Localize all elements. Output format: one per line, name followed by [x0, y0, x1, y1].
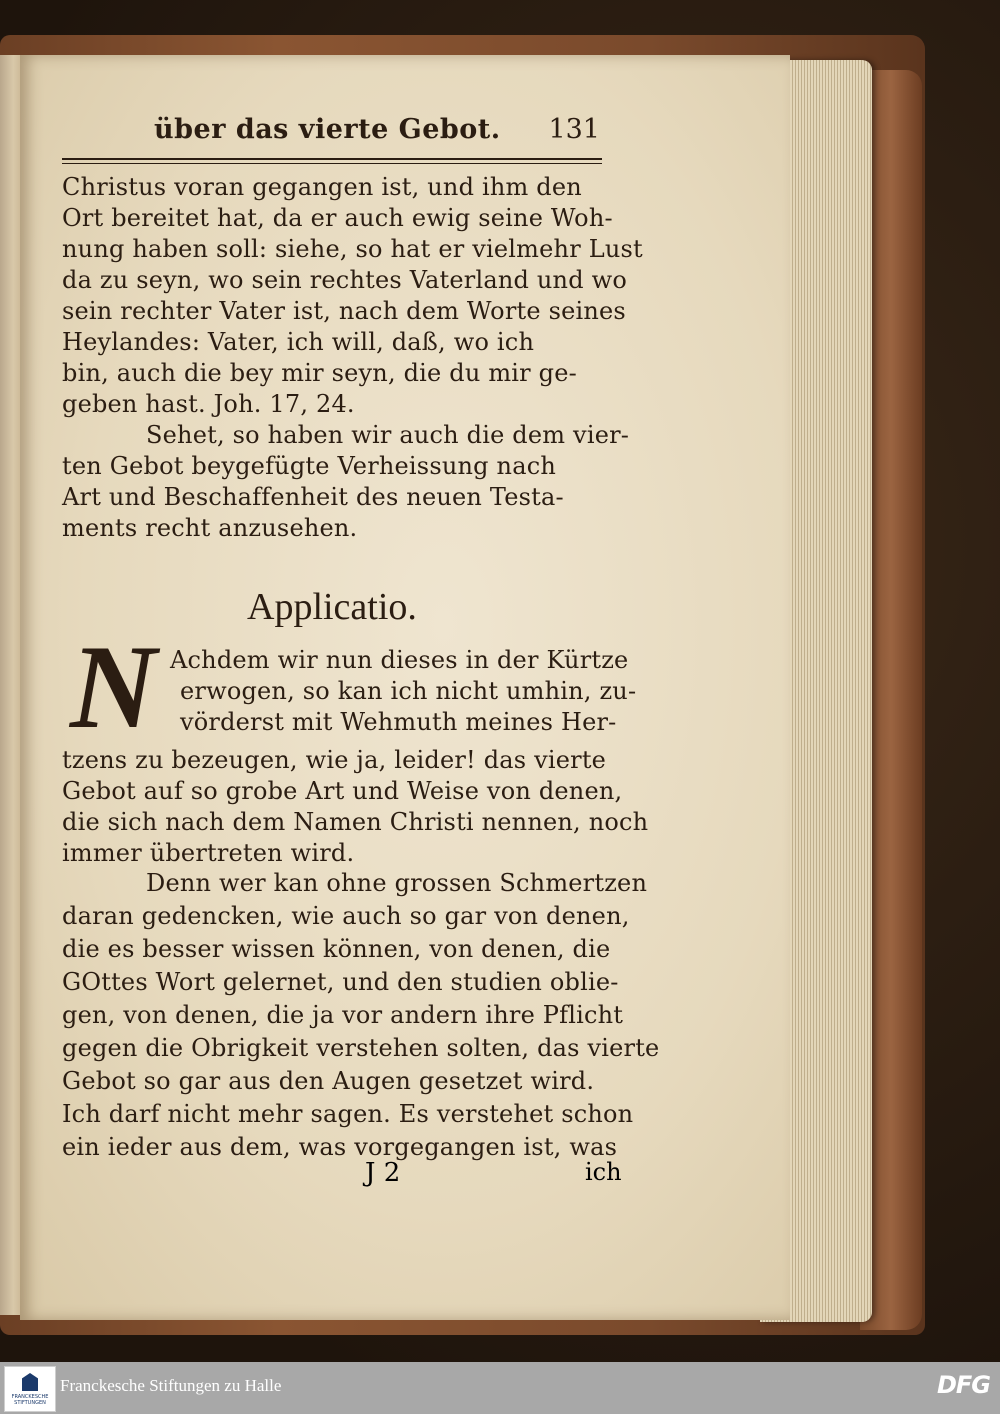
text-line: immer übertreten wird.: [62, 839, 355, 867]
franckesche-logo[interactable]: [4, 1366, 56, 1412]
text-line: Gebot so gar aus den Augen gesetzet wird.: [62, 1067, 595, 1095]
catchword: ich: [585, 1158, 622, 1186]
text-line: ein ieder aus dem, was vorgegangen ist, was: [62, 1133, 618, 1161]
text-line: Achdem wir nun dieses in der Kürtze: [170, 646, 629, 674]
text-line: Denn wer kan ohne grossen Schmertzen: [146, 869, 648, 897]
text-line: ten Gebot beygefügte Verheissung nach: [62, 452, 557, 480]
decorated-initial: N: [70, 620, 157, 753]
text-line: geben hast. Joh. 17, 24.: [62, 390, 355, 418]
text-line: Sehet, so haben wir auch die dem vier-: [146, 421, 630, 449]
text-line: Art und Beschaffenheit des neuen Testa-: [62, 483, 564, 511]
text-line: Ich darf nicht mehr sagen. Es verstehet schon: [62, 1100, 634, 1128]
logo-caption: FRANCKESCHE STIFTUNGEN: [11, 1394, 49, 1406]
text-line: bin, auch die bey mir seyn, die du mir ge-: [62, 359, 577, 387]
text-line: Ort bereitet hat, da er auch ewig seine Woh-: [62, 204, 613, 232]
text-line: Christus voran gegangen ist, und ihm den: [62, 173, 582, 201]
running-title: über das vierte Gebot.: [154, 114, 501, 145]
text-line: gegen die Obrigkeit verstehen solten, das vierte: [62, 1034, 660, 1062]
text-line: da zu seyn, wo sein rechtes Vaterland und wo: [62, 266, 627, 294]
header-rule: [62, 158, 602, 164]
signature-mark: J 2: [365, 1158, 401, 1188]
text-line: erwogen, so kan ich nicht umhin, zu-: [180, 677, 637, 705]
building-icon: [22, 1373, 38, 1391]
running-header: [140, 114, 610, 154]
page-number: 131: [548, 114, 600, 145]
institution-name: Franckesche Stiftungen zu Halle: [60, 1376, 282, 1395]
dfg-logo[interactable]: DFG: [936, 1371, 990, 1399]
text-line: vörderst mit Wehmuth meines Her-: [180, 708, 617, 736]
text-line: gen, von denen, die ja vor andern ihre Pflicht: [62, 1001, 624, 1029]
text-line: die es besser wissen können, von denen, die: [62, 935, 611, 963]
text-line: die sich nach dem Namen Christi nennen, noch: [62, 808, 649, 836]
text-line: tzens zu bezeugen, wie ja, leider! das vierte: [62, 746, 607, 774]
footer-bar: [0, 1362, 1000, 1414]
section-heading: Applicatio.: [247, 586, 417, 628]
text-line: Heylandes: Vater, ich will, daß, wo ich: [62, 328, 535, 356]
text-line: nung haben soll: siehe, so hat er vielmehr Lust: [62, 235, 643, 263]
text-line: sein rechter Vater ist, nach dem Worte seines: [62, 297, 626, 325]
text-line: daran gedencken, wie auch so gar von denen,: [62, 902, 630, 930]
text-line: ments recht anzusehen.: [62, 514, 358, 542]
text-line: GOttes Wort gelernet, und den studien oblie-: [62, 968, 619, 996]
text-line: Gebot auf so grobe Art und Weise von denen,: [62, 777, 623, 805]
